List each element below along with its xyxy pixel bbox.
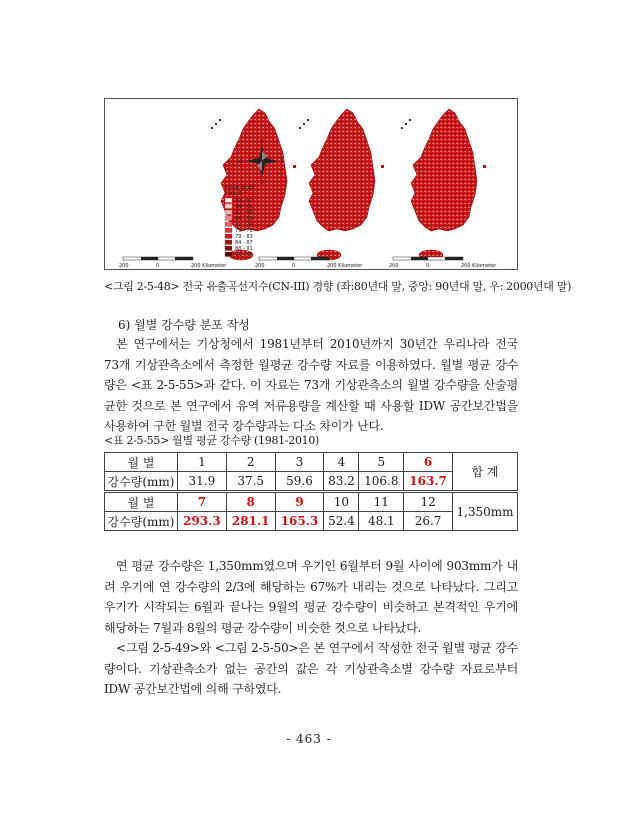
svg-text:0: 0 bbox=[156, 263, 160, 269]
rain-label-1: 강수량(mm) bbox=[105, 472, 178, 492]
legend-swatch bbox=[225, 198, 232, 203]
legend-label: 66 - 70 bbox=[235, 216, 253, 222]
svg-text:S: S bbox=[260, 180, 264, 186]
svg-text:E: E bbox=[281, 159, 285, 165]
svg-text:0: 0 bbox=[426, 263, 430, 269]
section-title: 6) 월별 강수량 분포 작성 bbox=[118, 318, 250, 332]
paragraph-1 bbox=[104, 334, 518, 437]
month-cell: 2 bbox=[226, 453, 275, 472]
svg-text:200 Kilometer: 200 Kilometer bbox=[327, 263, 363, 269]
legend-swatch bbox=[225, 252, 232, 257]
legend-swatch bbox=[225, 240, 232, 245]
paragraph-1-text: 본 연구에서는 기상청에서 1981년부터 2010년까지 30년간 우리나라 전국 73개 기상관측소에서 측정한 월평균 강수량 자료를 이용하였다. 월별 평균 강수량은 <표 2-5-55>과 같다. 이 자료는 73개 기상관측소의 월별 강수량을 산술평균한 것으로 본 연구에서 유역 저류용량을 계산할 때 사용할 IDW 공간보간법을 사용하여 구한 월별 전국 강수량과는 다소 차이가 난다. bbox=[104, 337, 518, 433]
paragraph-3-text: <그림 2-5-49>와 <그림 2-5-50>은 본 연구에서 작성한 전국 월별 평균 강수량이다. 기상관측소가 없는 공간의 값은 각 기상관측소별 강수량 자료로부터 IDW 공간보간법에 의해 구하였다. bbox=[104, 641, 518, 696]
svg-text:200: 200 bbox=[119, 263, 129, 269]
svg-text:W: W bbox=[238, 159, 243, 165]
legend-swatch bbox=[225, 210, 232, 215]
month-cell: 7 bbox=[178, 492, 227, 512]
rain-cell: 281.1 bbox=[226, 512, 275, 531]
rain-cell: 48.1 bbox=[359, 512, 404, 531]
paragraph-2-text: 연 평균 강수량은 1,350mm였으며 우기인 6월부터 9월 사이에 903mm가 내려 우기에 연 강수량의 2/3에 해당하는 67%가 내리는 것으로 나타났다. 그리고 우기가 시작되는 6월과 끝나는 9월의 평균 강수량이 비슷하고 본격적인 우기에 해당하는 7월과 8월의 평균 강수량이 비슷한 것으로 나타났다. bbox=[104, 559, 518, 635]
svg-text:N: N bbox=[260, 139, 265, 145]
month-cell: 5 bbox=[359, 453, 404, 472]
rain-cell: 52.4 bbox=[324, 512, 359, 531]
legend-swatch bbox=[225, 234, 232, 239]
svg-text:200 Kilometer: 200 Kilometer bbox=[191, 263, 227, 269]
legend-swatch bbox=[225, 204, 232, 209]
legend-label: 92 - 96 bbox=[235, 252, 253, 258]
month-cell: 4 bbox=[324, 453, 359, 472]
legend-label: 53 - 57 bbox=[235, 198, 253, 204]
month-cell: 8 bbox=[226, 492, 275, 512]
month-cell: 12 bbox=[404, 492, 453, 512]
month-cell: 6 bbox=[404, 453, 453, 472]
legend-label: 79 - 83 bbox=[235, 234, 253, 240]
svg-text:200: 200 bbox=[389, 263, 399, 269]
maps-svg bbox=[105, 99, 519, 271]
legend-swatch bbox=[225, 222, 232, 227]
rain-cell: 26.7 bbox=[404, 512, 453, 531]
month-cell: 9 bbox=[275, 492, 324, 512]
legend-label: 88 - 91 bbox=[235, 246, 253, 252]
scale-bar-3 bbox=[389, 257, 497, 269]
rain-cell: 59.6 bbox=[275, 472, 324, 492]
svg-text:Korea_si_do: Korea_si_do bbox=[225, 185, 255, 191]
svg-text:200: 200 bbox=[255, 263, 265, 269]
month-cell: 3 bbox=[275, 453, 324, 472]
rain-cell: 293.3 bbox=[178, 512, 227, 531]
map-late-1990s bbox=[299, 109, 384, 260]
legend-label: 84 - 87 bbox=[235, 240, 253, 246]
rain-cell: 83.2 bbox=[324, 472, 359, 492]
total-label: 합 계 bbox=[453, 453, 518, 492]
table-row-months-1 bbox=[105, 453, 518, 472]
rain-cell: 37.5 bbox=[226, 472, 275, 492]
svg-text:CN3_3: CN3_3 bbox=[225, 191, 242, 197]
legend-swatch bbox=[225, 216, 232, 221]
legend-swatch bbox=[225, 246, 232, 251]
month-cell: 10 bbox=[324, 492, 359, 512]
month-label-2: 월 별 bbox=[105, 492, 178, 512]
scale-bar-2 bbox=[255, 257, 363, 269]
svg-text:0: 0 bbox=[292, 263, 296, 269]
figure-cn-maps bbox=[104, 98, 518, 270]
rain-label-2: 강수량(mm) bbox=[105, 512, 178, 531]
month-cell: 11 bbox=[359, 492, 404, 512]
legend-label: 75 - 78 bbox=[235, 228, 253, 234]
legend-label: 71 - 74 bbox=[235, 222, 253, 228]
table-row-months-2 bbox=[105, 492, 518, 512]
paragraph-2 bbox=[104, 556, 518, 700]
page-number: - 463 - bbox=[286, 732, 332, 746]
svg-text:200 Kilometer: 200 Kilometer bbox=[461, 263, 497, 269]
rain-cell: 165.3 bbox=[275, 512, 324, 531]
legend-label: 58 - 61 bbox=[235, 204, 253, 210]
rain-cell: 163.7 bbox=[404, 472, 453, 492]
legend-swatch bbox=[225, 228, 232, 233]
rain-cell: 106.8 bbox=[359, 472, 404, 492]
legend-label: 62 - 65 bbox=[235, 210, 253, 216]
total-value: 1,350mm bbox=[453, 492, 518, 531]
month-label-1: 월 별 bbox=[105, 453, 178, 472]
map-late-2000s bbox=[401, 109, 486, 260]
rainfall-table bbox=[104, 452, 518, 531]
rain-cell: 31.9 bbox=[178, 472, 227, 492]
scale-bar-1 bbox=[119, 257, 227, 269]
month-cell: 1 bbox=[178, 453, 227, 472]
table-title: <표 2-5-55> 월별 평균 강수량 (1981-2010) bbox=[104, 434, 320, 447]
figure-caption: <그림 2-5-48> 전국 유출곡선지수(CN-III) 경향 (좌:80년대 말, 중앙: 90년대 말, 우: 2000년대 말) bbox=[104, 280, 572, 293]
